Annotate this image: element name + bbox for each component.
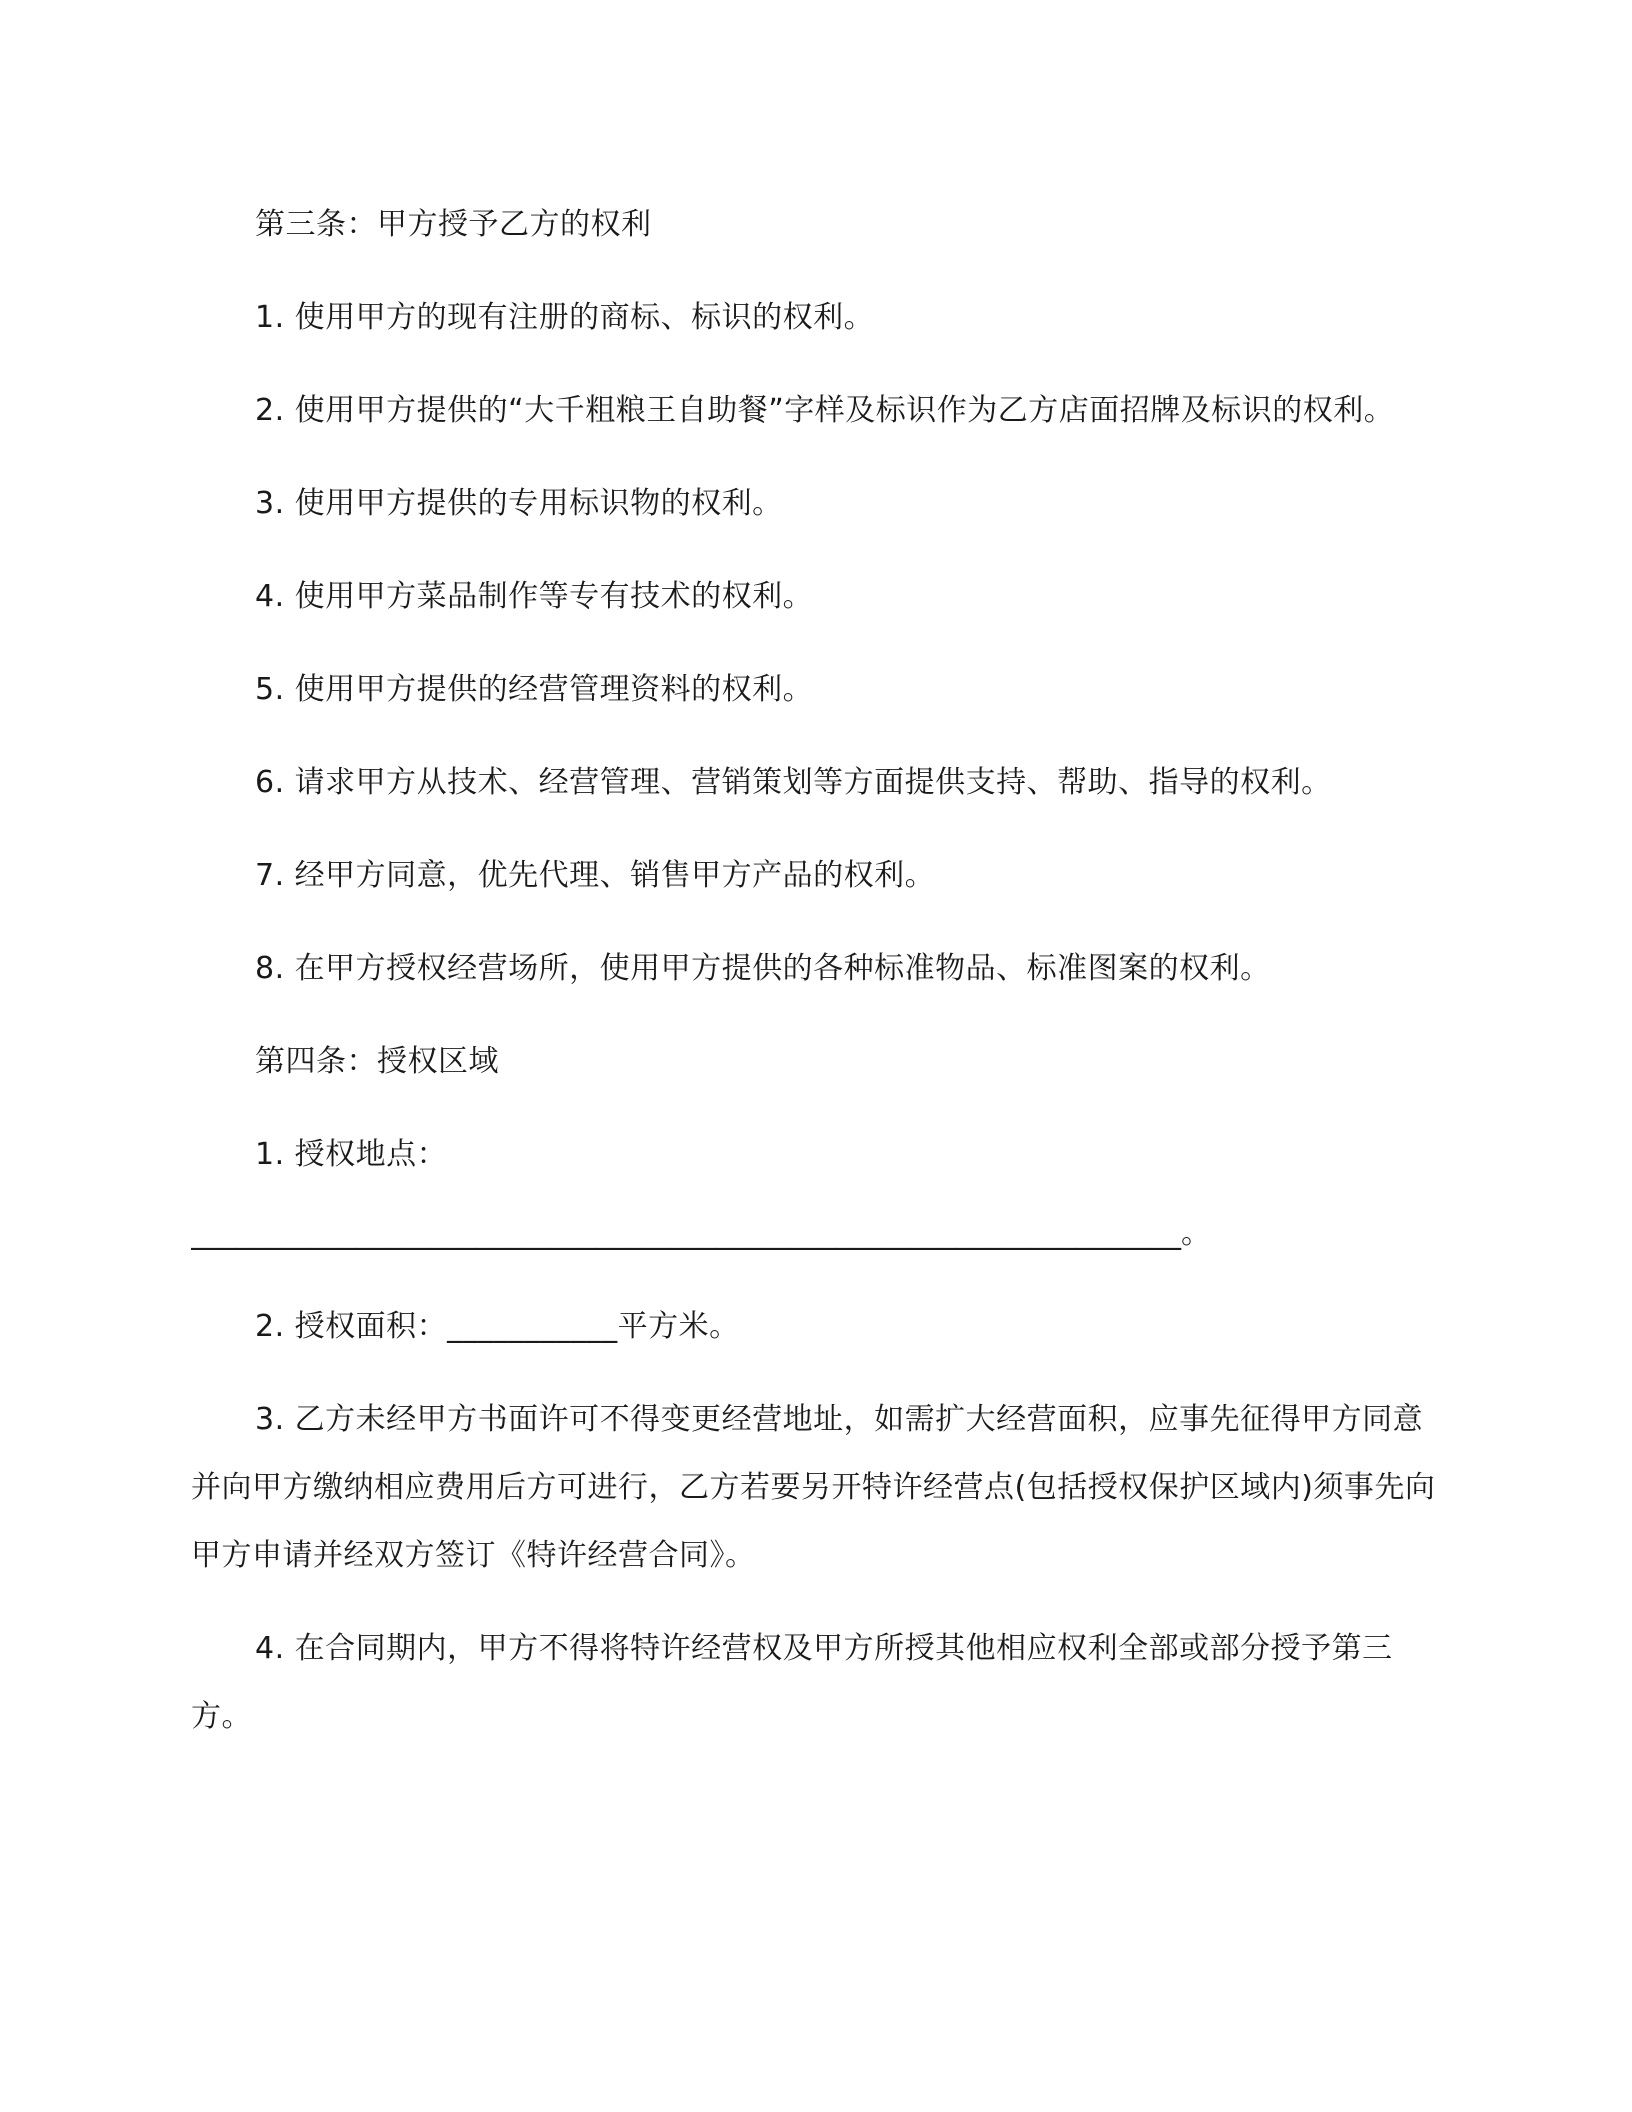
article-3-item-7: 7. 经甲方同意，优先代理、销售甲方产品的权利。 — [255, 858, 936, 893]
article-3-item-8: 8. 在甲方授权经营场所，使用甲方提供的各种标准物品、标准图案的权利。 — [255, 951, 1271, 986]
article-4-item-4: 4. 在合同期内，甲方不得将特许经营权及甲方所授其他相应权利全部或部分授予第三方。 — [191, 1631, 1393, 1734]
article-4-item-1: 1. 授权地点： — [255, 1137, 448, 1172]
location-blank-line: __________________________________________________________________。 — [191, 1216, 1211, 1251]
article-3-item-6: 6. 请求甲方从技术、经营管理、营销策划等方面提供支持、帮助、指导的权利。 — [255, 765, 1332, 800]
article-3-item-2: 2. 使用甲方提供的“大千粗粮王自助餐”字样及标识作为乙方店面招牌及标识的权利。 — [255, 393, 1395, 428]
article-4-heading: 第四条：授权区域 — [255, 1044, 499, 1079]
article-4-item-2: 2. 授权面积：___________平方米。 — [255, 1309, 740, 1344]
article-3-heading: 第三条：甲方授予乙方的权利 — [255, 207, 652, 242]
article-3-item-5: 5. 使用甲方提供的经营管理资料的权利。 — [255, 672, 814, 707]
article-3-item-3: 3. 使用甲方提供的专用标识物的权利。 — [255, 486, 783, 521]
article-3-item-1: 1. 使用甲方的现有注册的商标、标识的权利。 — [255, 300, 875, 335]
document-body — [191, 191, 1441, 1776]
article-4-item-3: 3. 乙方未经甲方书面许可不得变更经营地址，如需扩大经营面积，应事先征得甲方同意并向甲方缴纳相应费用后方可进行，乙方若要另开特许经营点(包括授权保护区域内)须事先向甲方申请并经双方签订《特许经营合同》。 — [191, 1402, 1436, 1573]
article-3-item-4: 4. 使用甲方菜品制作等专有技术的权利。 — [255, 579, 814, 614]
